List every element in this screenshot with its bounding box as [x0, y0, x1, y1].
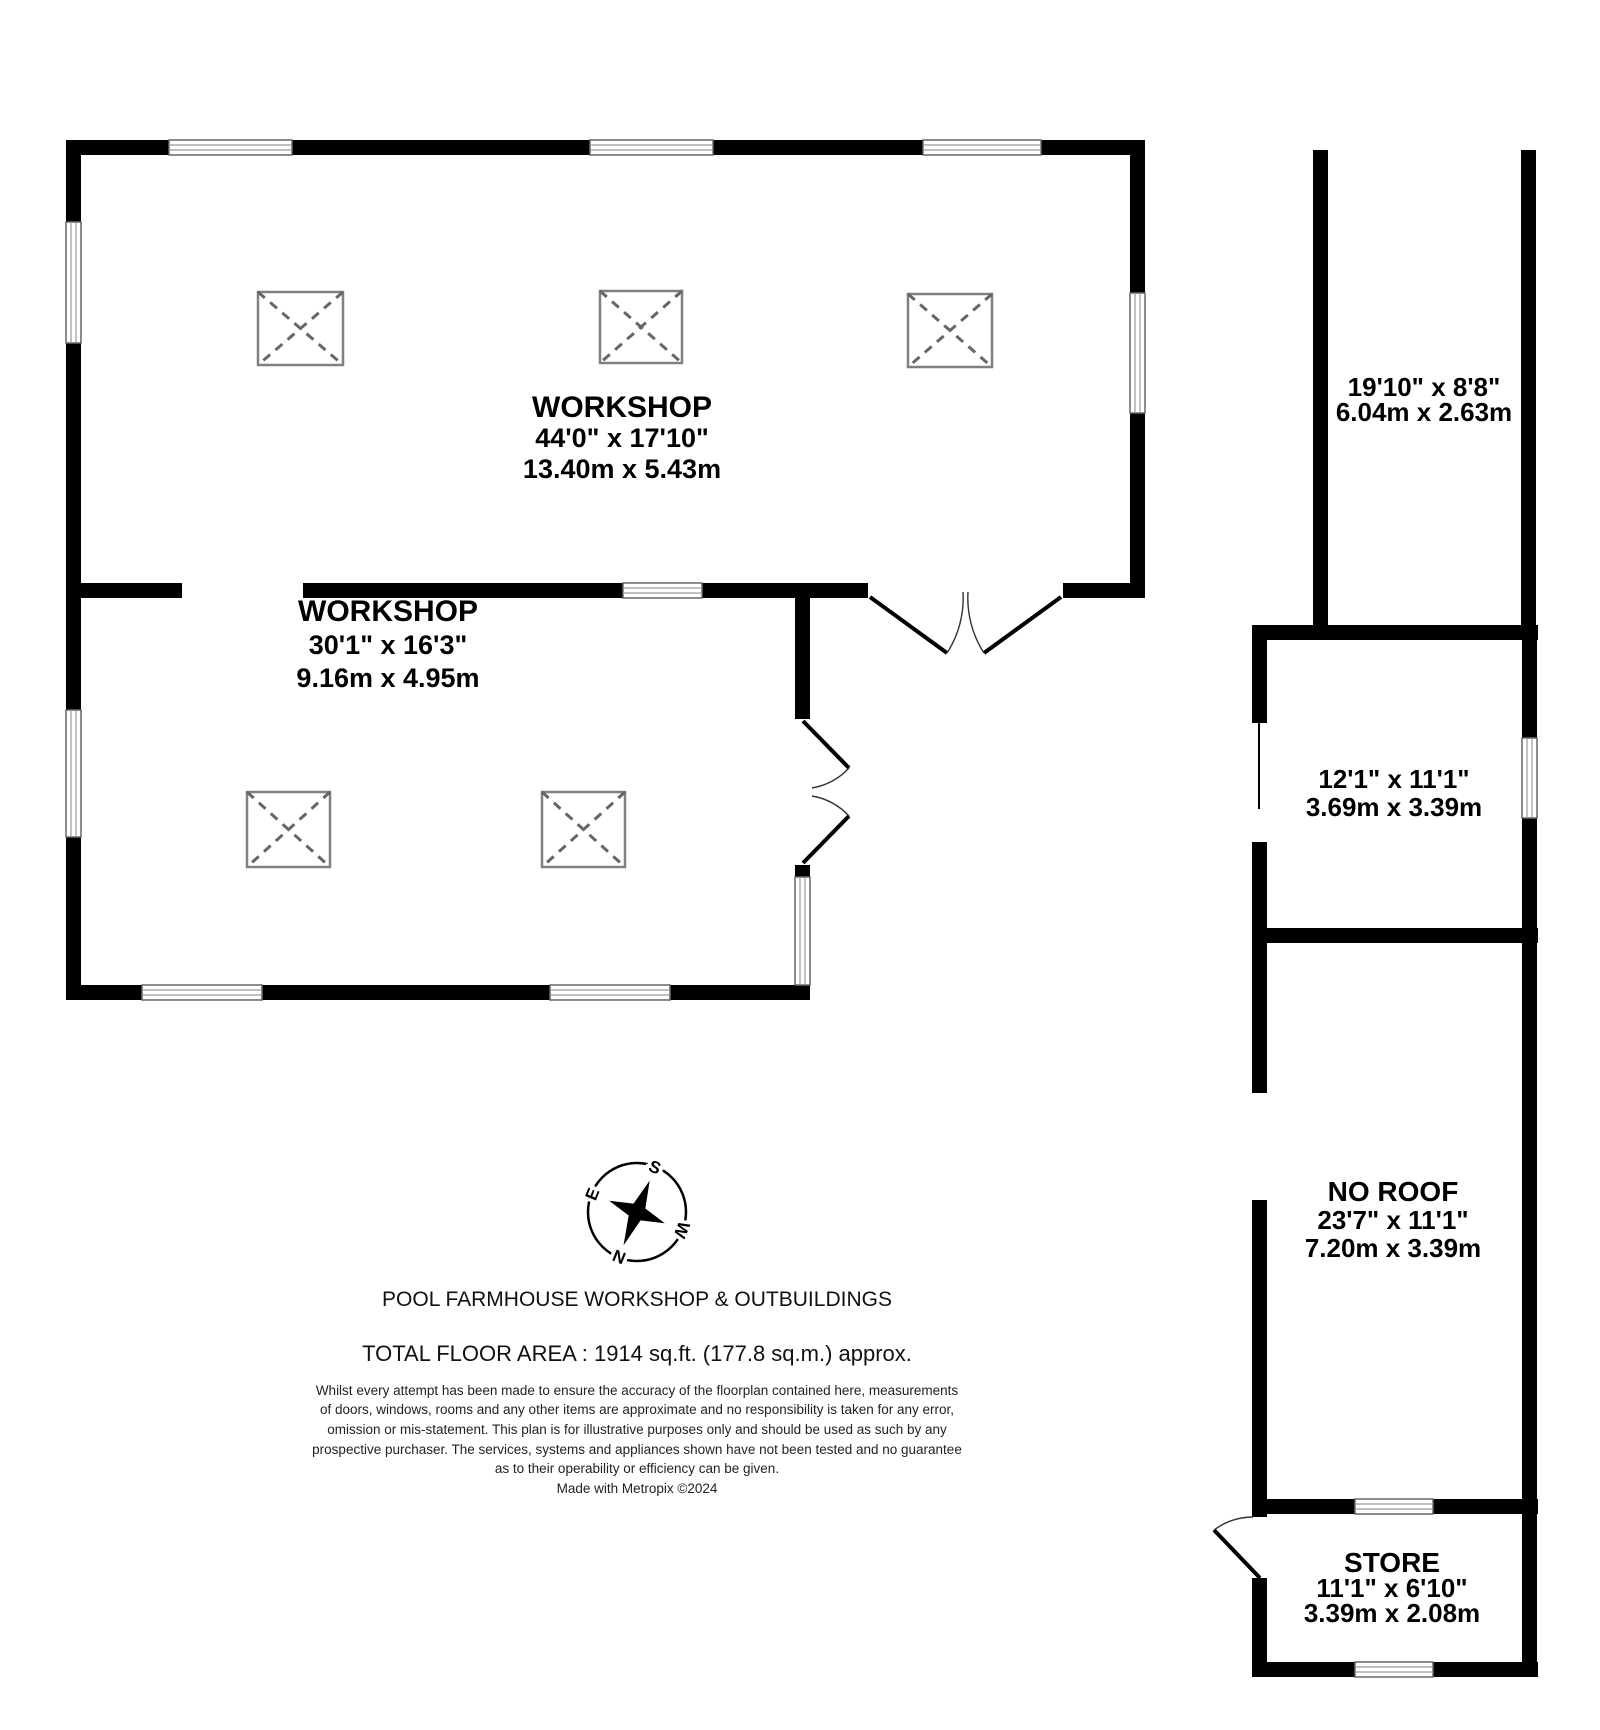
window [623, 583, 702, 598]
window [795, 877, 810, 985]
roof-light-box [258, 292, 343, 365]
roof-lights [247, 291, 992, 867]
upper-workshop-walls [66, 140, 1145, 598]
roof-light-box [247, 792, 330, 867]
window [66, 222, 81, 343]
credit-line: Made with Metropix ©2024 [556, 1481, 718, 1496]
window [590, 140, 713, 155]
room-label: NO ROOF [1327, 1176, 1459, 1207]
wall-segment [795, 865, 810, 877]
compass-south: S [645, 1156, 664, 1179]
room-label: STORE [1344, 1547, 1440, 1578]
room-dimension: 3.39m x 2.08m [1303, 1598, 1481, 1628]
wall-segment [1522, 640, 1537, 738]
compass-west: W [669, 1218, 694, 1241]
wall-segment [795, 598, 810, 719]
disclaimer-line: prospective purchaser. The services, systems and appliances shown have not been tested and no guarantee [312, 1442, 962, 1457]
room-dimension: 44'0" x 17'10" [535, 423, 709, 453]
room-dimension: 30'1" x 16'3" [308, 630, 468, 660]
room-dimension: 7.20m x 3.39m [1304, 1233, 1482, 1263]
double-door [803, 721, 849, 863]
disclaimer-line: as to their operability or efficiency can be given. [494, 1461, 780, 1476]
wall-segment [1252, 842, 1267, 928]
window [1130, 293, 1145, 413]
window [1355, 1499, 1433, 1514]
wall-segment [1252, 1200, 1267, 1517]
window [169, 140, 292, 155]
room-dimension: 9.16m x 4.95m [296, 663, 480, 693]
wall-segment [1252, 928, 1538, 943]
double-door [870, 592, 1061, 653]
compass-north: N [609, 1245, 629, 1268]
wall-segment [1522, 1514, 1537, 1677]
disclaimer-line: of doors, windows, rooms and any other items are approximate and no responsibility is taken for any error, [319, 1402, 955, 1417]
window [923, 140, 1041, 155]
window [142, 985, 262, 1000]
wall-segment [1313, 150, 1328, 640]
window [66, 710, 81, 837]
roof-light-box [542, 792, 625, 867]
wall-segment [1521, 150, 1536, 640]
compass-icon [582, 1157, 694, 1268]
footer [312, 1288, 962, 1496]
room-dimension: 12'1" x 11'1" [1318, 764, 1470, 794]
disclaimer-line: Whilst every attempt has been made to ensure the accuracy of the floorplan contained here, measurements [315, 1383, 959, 1398]
total-floor-area: TOTAL FLOOR AREA : 1914 sq.ft. (177.8 sq.m.) approx. [362, 1341, 912, 1366]
store-door [1214, 1517, 1260, 1578]
room-dimension: 23'7" x 11'1" [1317, 1205, 1469, 1235]
wall-segment [1252, 943, 1267, 1093]
wall-segment [795, 985, 810, 1000]
room-dimension: 13.40m x 5.43m [522, 454, 722, 484]
wall-segment [1252, 625, 1538, 640]
plan-title: POOL FARMHOUSE WORKSHOP & OUTBUILDINGS [382, 1288, 892, 1311]
room-dimension: 11'1" x 6'10" [1316, 1573, 1468, 1603]
room-dimension: 6.04m x 2.63m [1335, 397, 1513, 427]
roof-light-box [600, 291, 682, 363]
room-dimension: 3.69m x 3.39m [1305, 792, 1483, 822]
window [1355, 1662, 1433, 1677]
room-label: WORKSHOP [298, 595, 478, 628]
wall-segment [1522, 943, 1537, 1514]
room-dimension: 19'10" x 8'8" [1347, 372, 1501, 402]
wall-segment [66, 583, 182, 598]
wall-segment [1063, 583, 1145, 598]
window [1522, 738, 1537, 818]
roof-light-box [908, 294, 992, 367]
compass-east: E [581, 1185, 604, 1204]
wall-segment [1522, 818, 1537, 928]
wall-segment [1252, 640, 1267, 723]
disclaimer-line: omission or mis-statement. This plan is for illustrative purposes only and should be used as such by any [327, 1422, 947, 1437]
window [550, 985, 670, 1000]
room-label: WORKSHOP [532, 391, 712, 424]
wall-segment [66, 140, 81, 598]
